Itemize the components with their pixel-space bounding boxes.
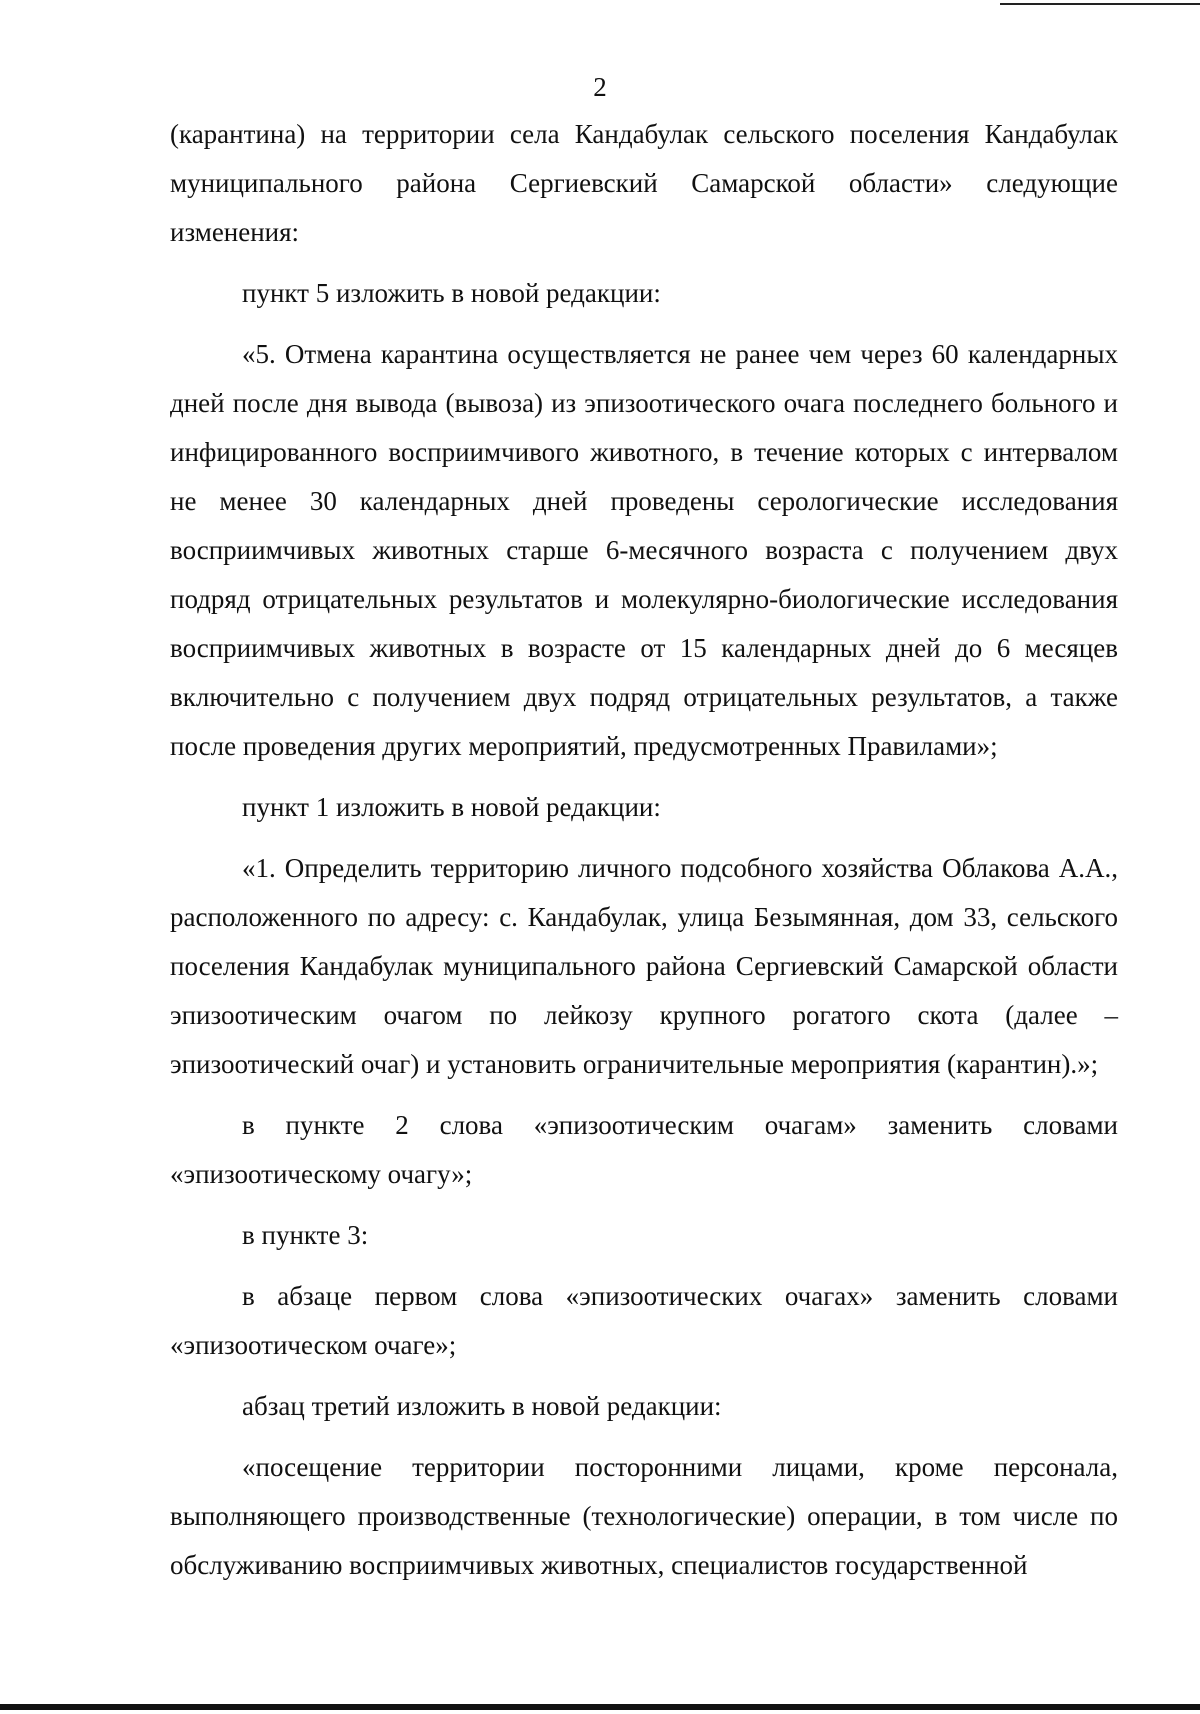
paragraph-item2-change: в пункте 2 слова «эпизоотическим очагам» заменить словами «эпизоотическому очагу»; bbox=[170, 1110, 1118, 1189]
paragraph-item1-heading: пункт 1 изложить в новой редакции: bbox=[242, 792, 661, 822]
paragraph-item3-third-abzac-text: «посещение территории посторонними лицами, кроме персонала, выполняющего производственные (технологические) операции, в том числе по обслуживанию восприимчивых животных, специалистов государственной bbox=[170, 1452, 1118, 1580]
paragraph-item5-heading: пункт 5 изложить в новой редакции: bbox=[242, 278, 661, 308]
page-number: 2 bbox=[593, 72, 607, 102]
paragraph-item3-first-abzac: в абзаце первом слова «эпизоотических очагах» заменить словами «эпизоотическом очаге»; bbox=[170, 1281, 1118, 1360]
top-edge-line bbox=[1000, 3, 1200, 5]
paragraph-item3-third-abzac-heading: абзац третий изложить в новой редакции: bbox=[242, 1391, 722, 1421]
paragraph-item5-text: «5. Отмена карантина осуществляется не ранее чем через 60 календарных дней после дня вывода (вывоза) из эпизоотического очага последнего больного и инфицированного восприимчивого животного, в течение которых с интервалом не менее 30 календарных дней проведены серологические исследования восприимчивых животных старше 6-месячного возраста с получением двух подряд отрицательных результатов и молекулярно-биологические исследования восприимчивых животных в возрасте от 15 календарных дней до 6 месяцев включительно с получением двух подряд отрицательных результатов, а также после проведения других мероприятий, предусмотренных Правилами»; bbox=[170, 339, 1118, 761]
document-body bbox=[170, 110, 1118, 1602]
paragraph-item1-text: «1. Определить территорию личного подсобного хозяйства Облакова А.А., расположенного по адресу: с. Кандабулак, улица Безымянная, дом 33, сельского поселения Кандабулак муниципального района Сергиевский Самарской области эпизоотическим очагом по лейкозу крупного рогатого скота (далее – эпизоотический очаг) и установить ограничительные мероприятия (карантин).»; bbox=[170, 853, 1118, 1079]
paragraph-item3-heading: в пункте 3: bbox=[242, 1220, 369, 1250]
paragraph-intro: (карантина) на территории села Кандабулак сельского поселения Кандабулак муниципального района Сергиевский Самарской области» следующие изменения: bbox=[170, 119, 1118, 247]
bottom-edge-line bbox=[0, 1704, 1200, 1710]
